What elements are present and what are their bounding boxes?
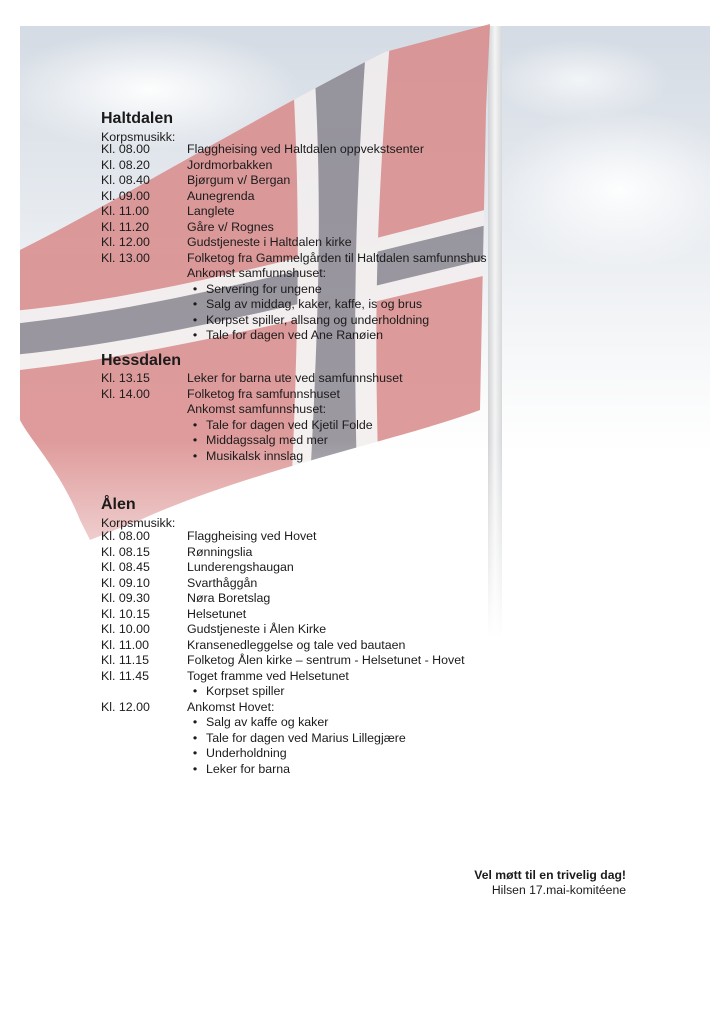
row-text: Helsetunet — [187, 606, 247, 621]
bullet-row — [101, 418, 521, 434]
bullet-text: Tale for dagen ved Marius Lillegjære — [206, 730, 406, 745]
row-text: Folketog fra Gammelgården til Haltdalen samfunnshus — [187, 250, 487, 265]
section-title-hessdalen: Hessdalen — [101, 352, 182, 369]
row-text: Gudstjeneste i Haltdalen kirke — [187, 235, 352, 249]
bullet-row — [101, 449, 521, 465]
bullet-icon: • — [192, 312, 198, 327]
row-time: Kl. 10.00 — [101, 622, 150, 636]
bullet-text: Underholdning — [206, 746, 287, 760]
row-text: Gåre v/ Rognes — [187, 219, 274, 234]
schedule-list-hessdalen — [101, 371, 521, 464]
schedule-row — [101, 591, 521, 607]
closing-greeting — [474, 868, 626, 898]
bullet-icon: • — [192, 746, 198, 760]
row-time: Kl. 08.00 — [101, 142, 150, 156]
schedule-list-alen — [101, 529, 521, 777]
row-time: Kl. 11.45 — [101, 668, 149, 683]
row-time: Kl. 08.40 — [101, 173, 150, 187]
schedule-row — [101, 576, 521, 592]
row-time: Kl. 13.15 — [101, 371, 150, 385]
bullet-icon: • — [192, 715, 198, 729]
bullet-icon: • — [192, 684, 198, 698]
schedule-row — [101, 607, 521, 623]
row-text: Langlete — [187, 204, 235, 218]
schedule-row — [101, 189, 521, 205]
bullet-row — [101, 762, 521, 778]
schedule-row — [101, 220, 521, 236]
row-text: Folketog Ålen kirke – sentrum - Helsetunet - Hovet — [187, 653, 465, 667]
schedule-row — [101, 266, 521, 282]
bullet-icon: • — [192, 448, 198, 463]
row-text: Folketog fra samfunnshuset — [187, 386, 340, 401]
bullet-text: Salg av middag, kaker, kaffe, is og brus — [206, 297, 423, 311]
bullet-icon: • — [192, 281, 198, 296]
bullet-row — [101, 684, 521, 700]
bullet-icon: • — [192, 297, 198, 311]
schedule-row — [101, 387, 521, 403]
bullet-row — [101, 282, 521, 298]
row-text: Leker for barna ute ved samfunnshuset — [187, 371, 403, 385]
bullet-row — [101, 715, 521, 731]
schedule-row — [101, 158, 521, 174]
section-title-haltdalen: Haltdalen — [101, 110, 174, 127]
row-time: Kl. 09.10 — [101, 575, 150, 590]
row-time: Kl. 10.15 — [101, 606, 150, 621]
schedule-row — [101, 545, 521, 561]
row-time: Kl. 08.00 — [101, 529, 150, 543]
bullet-row — [101, 297, 521, 313]
bullet-text: Middagssalg med mer — [206, 433, 328, 447]
row-text: Svarthåggån — [187, 575, 258, 590]
bullet-row — [101, 433, 521, 449]
row-text: Flaggheising ved Haltdalen oppvekstsenter — [187, 142, 424, 156]
row-time: Kl. 09.30 — [101, 591, 150, 605]
schedule-row — [101, 700, 521, 716]
bullet-text: Servering for ungene — [206, 281, 322, 296]
bullet-text: Tale for dagen ved Ane Ranøien — [206, 328, 384, 342]
schedule-row — [101, 371, 521, 387]
schedule-list-haltdalen — [101, 142, 521, 344]
schedule-row — [101, 560, 521, 576]
signature-line: Hilsen 17.mai-komitéene — [491, 883, 626, 897]
row-time: Kl. 12.00 — [101, 699, 150, 714]
row-text: Rønningslia — [187, 544, 253, 559]
row-text: Aunegrenda — [187, 188, 255, 203]
section-subtitle-alen: Korpsmusikk: — [101, 516, 176, 530]
bullet-row — [101, 313, 521, 329]
schedule-row — [101, 638, 521, 654]
bullet-text: Korpset spiller, allsang og underholdning — [206, 312, 430, 327]
bullet-icon: • — [192, 328, 198, 342]
row-text: Lunderengshaugan — [187, 560, 294, 574]
row-time: Kl. 08.45 — [101, 560, 150, 574]
bullet-text: Korpset spiller — [206, 684, 285, 698]
schedule-row — [101, 204, 521, 220]
row-text: Ankomst samfunnshuset: — [187, 402, 327, 416]
row-time: Kl. 12.00 — [101, 235, 150, 249]
bullet-row — [101, 328, 521, 344]
bullet-icon: • — [192, 761, 198, 776]
section-title-alen: Ålen — [101, 496, 136, 513]
row-time: Kl. 11.15 — [101, 653, 149, 667]
row-text: Flaggheising ved Hovet — [187, 529, 317, 543]
schedule-row — [101, 142, 521, 158]
bullet-text: Musikalsk innslag — [206, 448, 304, 463]
schedule-row — [101, 173, 521, 189]
row-text: Ankomst Hovet: — [187, 699, 275, 714]
schedule-row — [101, 235, 521, 251]
bullet-icon: • — [192, 730, 198, 745]
row-time: Kl. 08.20 — [101, 157, 150, 172]
bullet-row — [101, 731, 521, 747]
row-text: Jordmorbakken — [187, 157, 273, 172]
row-text: Kransenedleggelse og tale ved bautaen — [187, 637, 406, 652]
bullet-text: Tale for dagen ved Kjetil Folde — [206, 417, 373, 432]
bullet-text: Leker for barna — [206, 761, 291, 776]
schedule-row — [101, 529, 521, 545]
bullet-row — [101, 746, 521, 762]
schedule-row — [101, 669, 521, 685]
row-time: Kl. 13.00 — [101, 250, 150, 265]
schedule-row — [101, 402, 521, 418]
bullet-icon: • — [192, 433, 198, 447]
row-time: Kl. 08.15 — [101, 544, 150, 559]
row-text: Ankomst samfunnshuset: — [187, 266, 327, 280]
row-text: Toget framme ved Helsetunet — [187, 668, 349, 683]
row-text: Bjørgum v/ Bergan — [187, 173, 291, 187]
bullet-icon: • — [192, 417, 198, 432]
row-time: Kl. 14.00 — [101, 386, 150, 401]
schedule-row — [101, 653, 521, 669]
row-time: Kl. 11.00 — [101, 637, 149, 652]
greeting-line: Vel møtt til en trivelig dag! — [474, 868, 626, 882]
row-time: Kl. 11.00 — [101, 204, 149, 218]
bullet-text: Salg av kaffe og kaker — [206, 715, 329, 729]
schedule-row — [101, 622, 521, 638]
row-text: Gudstjeneste i Ålen Kirke — [187, 622, 327, 636]
schedule-row — [101, 251, 521, 267]
section-subtitle-haltdalen: Korpsmusikk: — [101, 130, 176, 144]
row-time: Kl. 09.00 — [101, 188, 150, 203]
row-time: Kl. 11.20 — [101, 219, 149, 234]
row-text: Nøra Boretslag — [187, 591, 271, 605]
